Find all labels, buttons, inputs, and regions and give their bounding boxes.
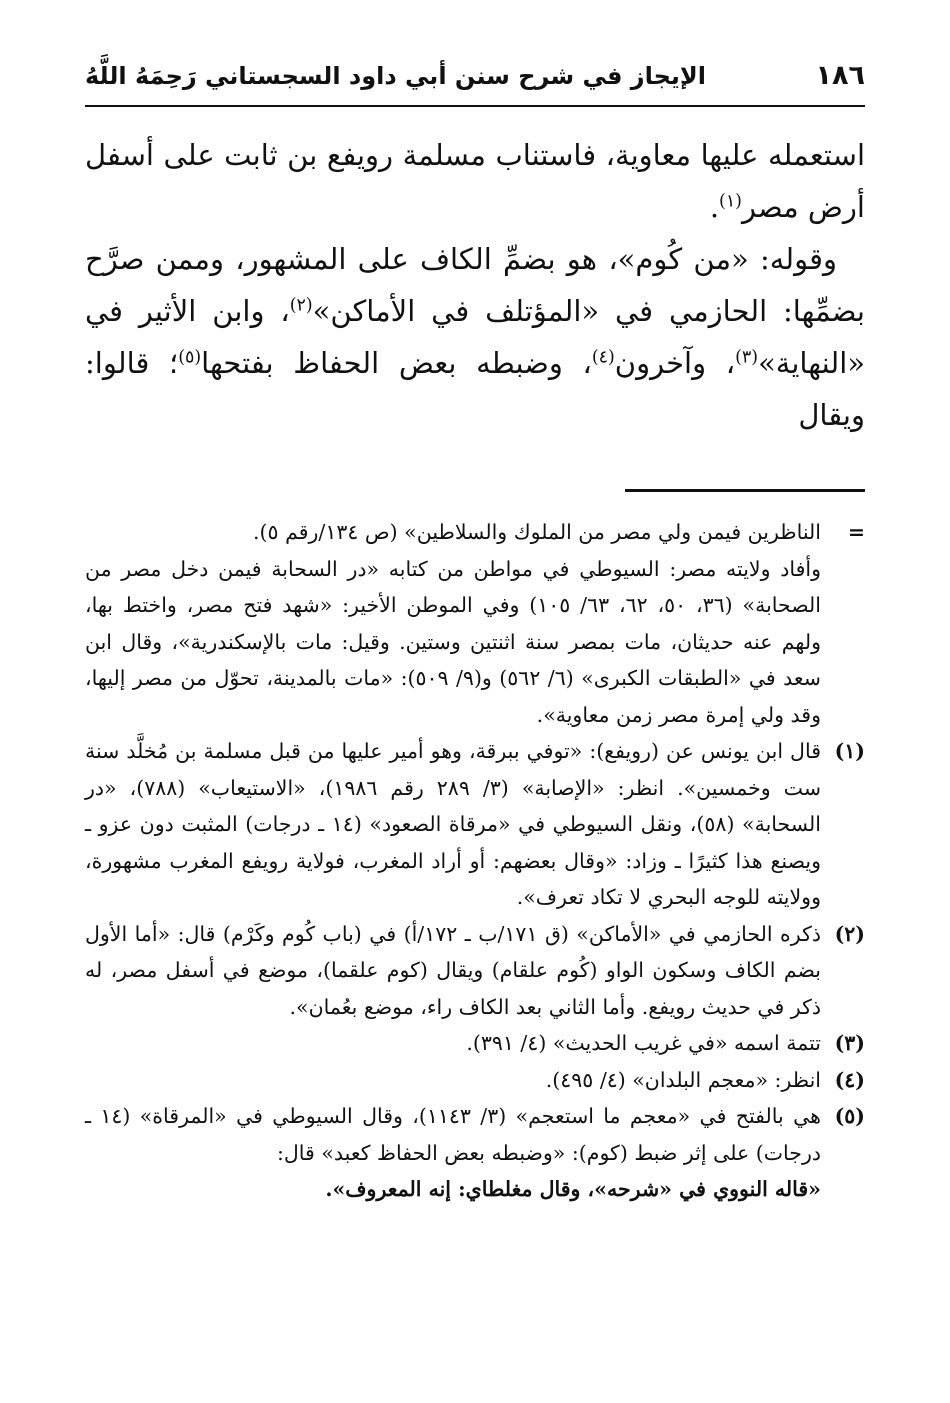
footnote-ref-1: (١) <box>719 191 742 212</box>
paragraph-2 <box>85 233 865 441</box>
footnote-number-2: (٢) <box>834 921 865 946</box>
footnote-2 <box>85 916 865 1026</box>
paragraph-1-text: استعمله عليها معاوية، فاستناب مسلمة رويفع بن ثابت على أسفل أرض مصر <box>85 138 865 224</box>
page-number: ١٨٦ <box>815 60 865 91</box>
paragraph-2-text-a: وقوله: «من كُوم»، هو بضمِّ الكاف على المشهور، وممن صرَّح بضمِّها: الحازمي في «المؤتلف في الأماكن» <box>85 242 865 328</box>
footnote-continued <box>85 514 865 733</box>
paragraph-2-text-b: ، وابن الأثير في «النهاية» <box>85 294 866 380</box>
footnote-ref-2: (٢) <box>289 295 313 316</box>
running-title: الإيجاز في شرح سنن أبي داود السجستاني رَحِمَهُ اللَّهُ <box>85 62 707 90</box>
footnote-5 <box>85 1098 865 1208</box>
footnotes <box>85 514 865 1208</box>
footnote-text-2: ذكره الحازمي في «الأماكن» (ق ١٧١/ب ـ ١٧٢/أ) في (باب كُوم وكَرْم) قال: «أما الأول بضم الكاف وسكون الواو (كُوم علقام) ويقال (كوم علقما)، موضع في أسفل مصر، له ذكر في حديث رويفع. وأما الثاني بعد الكاف راء، موضع بعُمان». <box>85 921 821 1019</box>
footnote-text-5 <box>85 1098 821 1208</box>
footnote-1 <box>85 733 865 916</box>
footnote-text-1: قال ابن يونس عن (رويفع): «توفي ببرقة، وهو أمير عليها من قبل مسلمة بن مُخلَّد سنة ست وخمسين». انظر: «الإصابة» (٣/ ٢٨٩ رقم ١٩٨٦)، «الاستيعاب» (٧٨٨)، «در السحابة» (٥٨)، ونقل السيوطي في «مرقاة الصعود» (١٤ ـ درجات) المثبت دون عزو ـ ويصنع هذا كثيرًا ـ وزاد: «وقال بعضهم: أو أراد المغرب، فولاية رويفع المغرب مشهورة، وولايته للوجه البحري لا تكاد تعرف». <box>85 739 821 909</box>
footnote-ref-3: (٣) <box>735 347 759 368</box>
paragraph-1: استعمله عليها معاوية، فاستناب مسلمة رويفع بن ثابت على أسفل أرض مصر$^{(١)}$. <box>85 138 865 224</box>
page-header <box>85 60 865 107</box>
continued-line-2: وأفاد ولايته مصر: السيوطي في مواطن من كتابه «در السحابة فيمن دخل مصر من الصحابة» (٣٦، ٥٠، ٦٢، ٦٣/ ١٠٥) وفي الموطن الأخير: «شهد فتح مصر، واختط بها، ولهم عنه حديثان، مات بمصر سنة اثنتين وستين. وقيل: مات بالإسكندرية»، وقال ابن سعد في «الطبقات الكبرى» (٦/ ٥٦٢) و(٩/ ٥٠٩): «مات بالمدينة، تحوّل من مصر إليها، وقد ولي إمرة مصر زمن معاوية». <box>85 556 821 727</box>
footnote-number-5: (٥) <box>834 1104 865 1128</box>
paragraph-2-text-e: ؛ قالوا: ويقال <box>85 346 865 432</box>
paragraph-2-text-d: ، وضبطه بعض الحفاظ بفتحها <box>201 346 592 380</box>
footnote-3 <box>85 1025 865 1062</box>
footnote-number-4: (٤) <box>834 1067 865 1092</box>
footnote-text-4: انظر: «معجم البلدان» (٤/ ٤٩٥). <box>545 1067 821 1092</box>
footnote-number-3: (٣) <box>834 1031 865 1055</box>
continued-marker: = <box>847 520 865 544</box>
continued-line-1: الناظرين فيمن ولي مصر من الملوك والسلاطين» (ص ١٣٤/رقم ٥). <box>253 520 821 544</box>
footnote-text-3: تتمة اسمه «في غريب الحديث» (٤/ ٣٩١). <box>466 1031 821 1055</box>
book-page <box>85 60 865 1208</box>
footnote-number-1: (١) <box>834 739 865 763</box>
footnote-4 <box>85 1062 865 1099</box>
footnote-ref-5: (٥) <box>178 347 202 368</box>
footnote-5-line: هي بالفتح في «معجم ما استعجم» (٣/ ١١٤٣)، وقال السيوطي في «المرقاة» (١٤ ـ درجات) على إثر ضبط (كوم): «وضبطه بعض الحفاظ كعبد» قال: <box>85 1104 821 1165</box>
footnote-5-bold-line: «قاله النووي في «شرحه»، وقال مغلطاي: إنه المعروف». <box>325 1177 821 1201</box>
paragraph-2-text-c: ، وآخرون <box>614 346 736 380</box>
main-text <box>85 129 865 441</box>
footnote-ref-4: (٤) <box>591 347 615 368</box>
footnote-separator <box>625 489 865 492</box>
